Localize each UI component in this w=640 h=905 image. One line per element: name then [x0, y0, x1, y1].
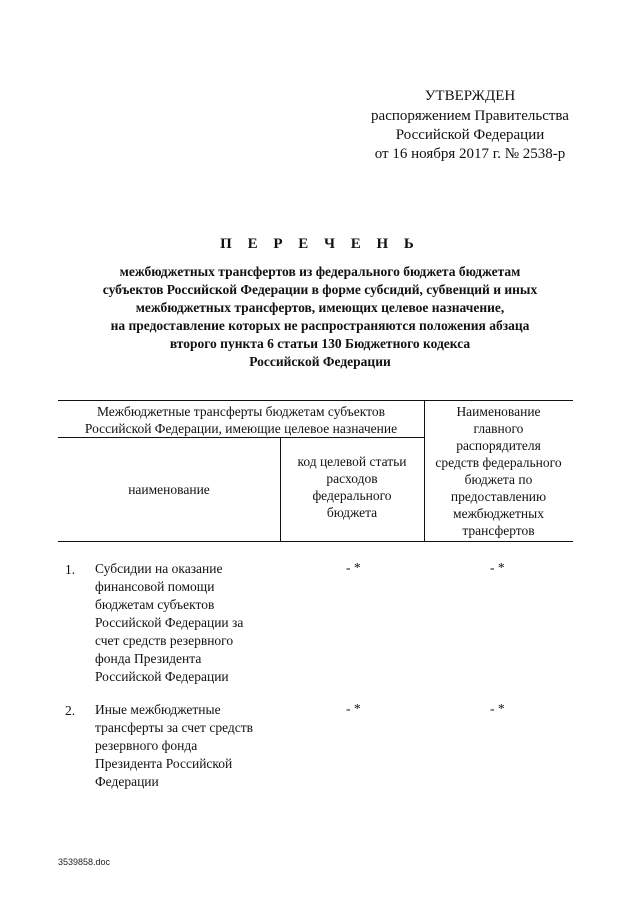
row-name: Субсидии на оказание финансовой помощи бюджетам субъектов Российской Федерации за счет средств резервного фонда Президента Российской Федерации — [95, 561, 244, 684]
document-code: 3539858.doc — [58, 857, 111, 867]
row-code: - * — [346, 701, 361, 716]
row-distributor: - * — [490, 560, 505, 575]
subtitle-line: межбюджетных трансфертов, имеющих целевое назначение, — [135, 300, 505, 315]
transfers-table — [58, 400, 573, 542]
row-distributor: - * — [490, 701, 505, 716]
subtitle-line: субъектов Российской Федерации в форме субсидий, субвенций и иных — [102, 282, 538, 297]
column-header-code: код целевой статьи расходов федерального бюджета — [297, 454, 407, 520]
document-subtitle — [0, 263, 640, 371]
row-number: 1. — [65, 562, 76, 577]
subtitle-line: на предоставление которых не распространяются положения абзаца — [110, 318, 530, 333]
column-header-name: наименование — [128, 482, 210, 497]
row-number: 2. — [65, 703, 76, 718]
document-title: П Е Р Е Ч Е Н Ь — [220, 236, 420, 252]
approval-heading: УТВЕРЖДЕН — [424, 88, 516, 104]
approval-line: Российской Федерации — [395, 127, 545, 143]
subtitle-line: межбюджетных трансфертов из федерального бюджета бюджетам — [119, 264, 521, 279]
column-header-distributor: Наименование главного распорядителя средств федерального бюджета по предоставлению межбюджетных трансфертов — [435, 404, 562, 538]
approval-line: от 16 ноября 2017 г. № 2538-р — [374, 146, 566, 162]
row-name: Иные межбюджетные трансферты за счет средств резервного фонда Президента Российской Федерации — [95, 702, 254, 789]
subtitle-line: второго пункта 6 статьи 130 Бюджетного кодекса — [169, 336, 471, 351]
header-divider — [58, 437, 424, 438]
group-header: Межбюджетные трансферты бюджетам субъектов Российской Федерации, имеющие целевое назначение — [84, 404, 398, 436]
row-code: - * — [346, 560, 361, 575]
subtitle-line: Российской Федерации — [249, 354, 391, 369]
approval-line: распоряжением Правительства — [371, 108, 569, 124]
